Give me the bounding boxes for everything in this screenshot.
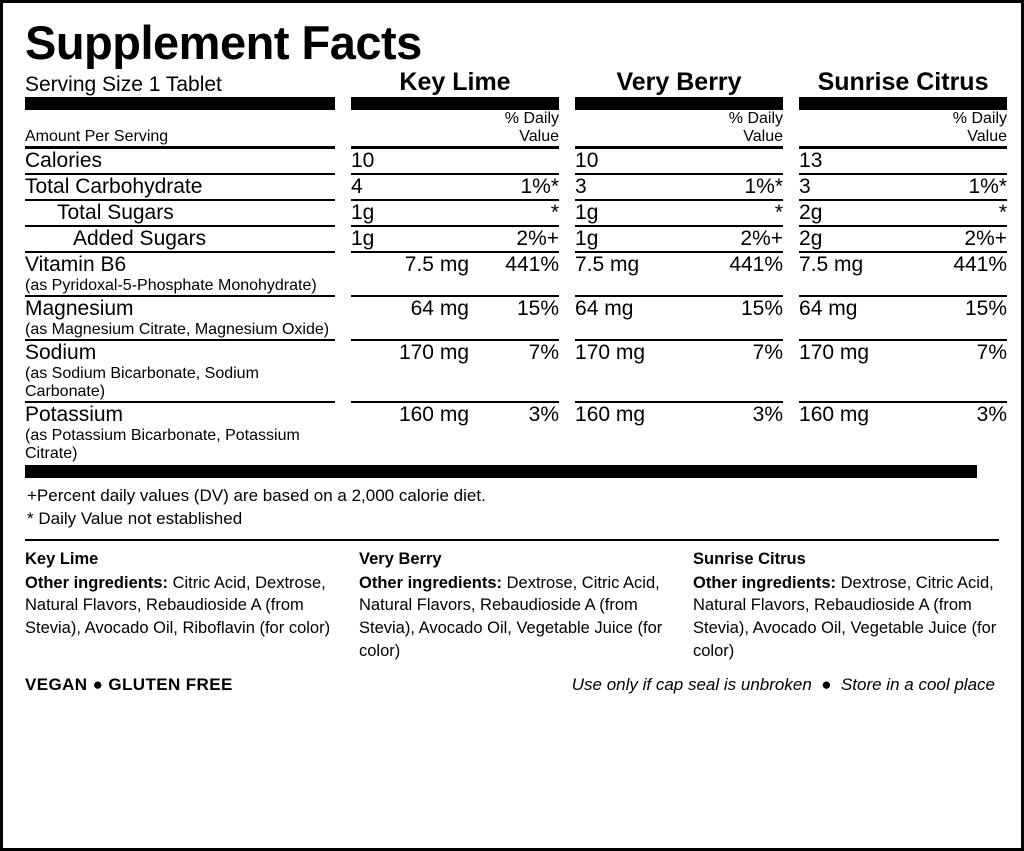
dv-header-very-berry: % Daily Value: [693, 104, 783, 148]
dv-header-sunrise-citrus: % Daily Value: [917, 104, 1007, 148]
nutrient-name: Calories: [25, 148, 335, 175]
spacer-amt-2: [575, 104, 693, 148]
nutrient-dv: 2%+: [469, 226, 559, 252]
ingredients-body: [359, 572, 665, 663]
amount-per-serving: Amount Per Serving: [25, 104, 335, 148]
nutrient-amount: 7.5 mg: [575, 253, 640, 276]
ingredients-column-key-lime: [25, 548, 331, 663]
nutrient-amount: 2g: [799, 226, 917, 252]
dv-header-key-lime: % Daily Value: [469, 104, 559, 148]
subrule-very-berry: [575, 321, 783, 340]
nutrient-dv: 7%: [752, 341, 784, 364]
table-row: [25, 226, 1007, 252]
ingredients-flavor-title: Key Lime: [25, 549, 99, 568]
bottom-bar: [25, 675, 999, 695]
table-row: [25, 296, 1007, 321]
nutrient-amount: 1g: [351, 200, 469, 226]
nutrient-dv: 1%*: [917, 174, 1007, 200]
nutrient-dv: [693, 148, 783, 175]
nutrient-amount: 160 mg: [799, 403, 870, 426]
nutrient-dv: 3%: [528, 403, 560, 426]
nutrient-name: Total Sugars: [25, 200, 335, 226]
nutrient-dv: 2%+: [693, 226, 783, 252]
flavor-header-very-berry: Very Berry: [616, 68, 742, 96]
nutrient-amount: 64 mg: [575, 297, 634, 320]
nutrient-dv: 441%: [729, 253, 784, 276]
vegan-gluten-free-badge: VEGAN ● GLUTEN FREE: [25, 674, 233, 694]
nutrient-dv: 15%: [516, 297, 560, 320]
ingredients-label: Other ingredients:: [359, 573, 503, 592]
footnote-dv-percent: +Percent daily values (DV) are based on a 2,000 calorie diet.: [27, 486, 486, 505]
nutrient-dv: 2%+: [917, 226, 1007, 252]
nutrient-amount: 1g: [351, 226, 469, 252]
nutrient-dv: 1%*: [693, 174, 783, 200]
nutrient-dv: 3%: [752, 403, 784, 426]
ingredients-label: Other ingredients:: [25, 573, 169, 592]
page-title: Supplement Facts: [25, 16, 422, 69]
flavor-header-sunrise-citrus: Sunrise Citrus: [817, 68, 989, 96]
nutrient-dv: 1%*: [469, 174, 559, 200]
subrule-very-berry-last: [575, 427, 783, 463]
nutrient-dv: 441%: [953, 253, 1008, 276]
nutrient-name: Potassium: [25, 403, 124, 426]
nutrient-name: Added Sugars: [25, 226, 335, 252]
subrule-sunrise-citrus: [799, 321, 1007, 340]
ingredients-flavor-title: Sunrise Citrus: [693, 549, 806, 568]
nutrient-amount: 10: [351, 148, 469, 175]
subrule-sunrise-citrus-last: [799, 427, 1007, 463]
subrule-sunrise-citrus: [799, 365, 1007, 402]
nutrient-dv: 7%: [528, 341, 560, 364]
nutrient-amount: 1g: [575, 226, 693, 252]
subrule-key-lime: [351, 277, 559, 296]
nutrient-source: (as Pyridoxal-5-Phosphate Monohydrate): [25, 277, 335, 296]
nutrient-dv: 7%: [976, 341, 1008, 364]
subrule-sunrise-citrus: [799, 277, 1007, 296]
table-subrow: [25, 427, 1007, 463]
nutrient-source: (as Potassium Bicarbonate, Potassium Citrate): [25, 427, 300, 462]
ingredients-body: [693, 572, 999, 663]
nutrient-name: Vitamin B6: [25, 253, 127, 276]
nutrient-amount: 4: [351, 174, 469, 200]
ingredients-text: Citric Acid, Dextrose, Natural Flavors, Rebaudioside A (from Stevia), Avocado Oil, Riboflavin (for color): [25, 573, 331, 638]
table-subrow: [25, 321, 1007, 340]
spacer-amt-3: [799, 104, 917, 148]
flavor-header-key-lime: Key Lime: [399, 68, 511, 96]
table-row: [25, 252, 1007, 277]
section-divider: [25, 539, 999, 541]
nutrient-dv: *: [917, 200, 1007, 226]
nutrient-amount: 7.5 mg: [799, 253, 864, 276]
nutrient-amount: 13: [799, 148, 917, 175]
dv-header-row: [25, 104, 1007, 148]
nutrient-amount: 64 mg: [799, 297, 858, 320]
table-subrow: [25, 365, 1007, 402]
other-ingredients-section: [25, 548, 999, 663]
nutrient-amount: 170 mg: [398, 341, 469, 364]
cap-seal-note: Use only if cap seal is unbroken: [571, 674, 812, 694]
subrule-key-lime: [351, 321, 559, 340]
nutrient-source: (as Magnesium Citrate, Magnesium Oxide): [25, 321, 335, 340]
table-row: [25, 402, 1007, 427]
footnote-dv-not-established: * Daily Value not established: [27, 508, 243, 528]
nutrient-amount: 1g: [575, 200, 693, 226]
ingredients-body: [25, 572, 331, 640]
subrule-very-berry: [575, 365, 783, 402]
table-row: [25, 340, 1007, 365]
table-row: [25, 174, 1007, 200]
nutrient-amount: 170 mg: [575, 341, 646, 364]
table-subrow: [25, 277, 1007, 296]
flavor-header-row: [25, 68, 1007, 97]
ingredients-text: Dextrose, Citric Acid, Natural Flavors, Rebaudioside A (from Stevia), Avocado Oil, Vegetable Juice (for color): [693, 573, 997, 660]
nutrient-dv: 15%: [741, 297, 784, 320]
ingredients-column-sunrise-citrus: [693, 548, 999, 663]
bottom-thick-bar: [25, 465, 977, 478]
nutrient-dv: [917, 148, 1007, 175]
nutrient-dv: 3%: [976, 403, 1008, 426]
storage-notes: [572, 675, 995, 695]
table-row: [25, 200, 1007, 226]
nutrient-dv: [469, 148, 559, 175]
subrule-key-lime-last: [351, 427, 559, 463]
nutrient-name: Total Carbohydrate: [25, 174, 335, 200]
nutrient-name: Sodium: [25, 341, 97, 364]
table-row: [25, 148, 1007, 175]
bullet-separator-icon: ●: [811, 674, 841, 694]
nutrient-amount: 170 mg: [799, 341, 870, 364]
spacer-amt-1: [351, 104, 469, 148]
cool-place-note: Store in a cool place: [840, 674, 995, 694]
nutrient-dv: 441%: [505, 253, 560, 276]
nutrient-dv: *: [469, 200, 559, 226]
nutrient-amount: 160 mg: [575, 403, 646, 426]
nutrient-amount: 160 mg: [398, 403, 469, 426]
nutrient-amount: 10: [575, 148, 693, 175]
nutrient-amount: 7.5 mg: [404, 253, 469, 276]
ingredients-flavor-title: Very Berry: [359, 549, 442, 568]
nutrient-dv: 15%: [965, 297, 1008, 320]
nutrient-amount: 3: [575, 174, 693, 200]
supplement-facts-table: [25, 68, 1007, 463]
nutrient-amount: 2g: [799, 200, 917, 226]
subrule-very-berry: [575, 277, 783, 296]
nutrient-source: (as Sodium Bicarbonate, Sodium Carbonate): [25, 365, 335, 402]
subrule-key-lime: [351, 365, 559, 402]
ingredients-text: Dextrose, Citric Acid, Natural Flavors, Rebaudioside A (from Stevia), Avocado Oil, Vegetable Juice (for color): [359, 573, 663, 660]
ingredients-label: Other ingredients:: [693, 573, 837, 592]
ingredients-column-very-berry: [359, 548, 665, 663]
serving-size: Serving Size 1 Tablet: [25, 73, 222, 96]
nutrient-name: Magnesium: [25, 297, 134, 320]
nutrient-amount: 64 mg: [410, 297, 469, 320]
nutrient-amount: 3: [799, 174, 917, 200]
nutrient-dv: *: [693, 200, 783, 226]
